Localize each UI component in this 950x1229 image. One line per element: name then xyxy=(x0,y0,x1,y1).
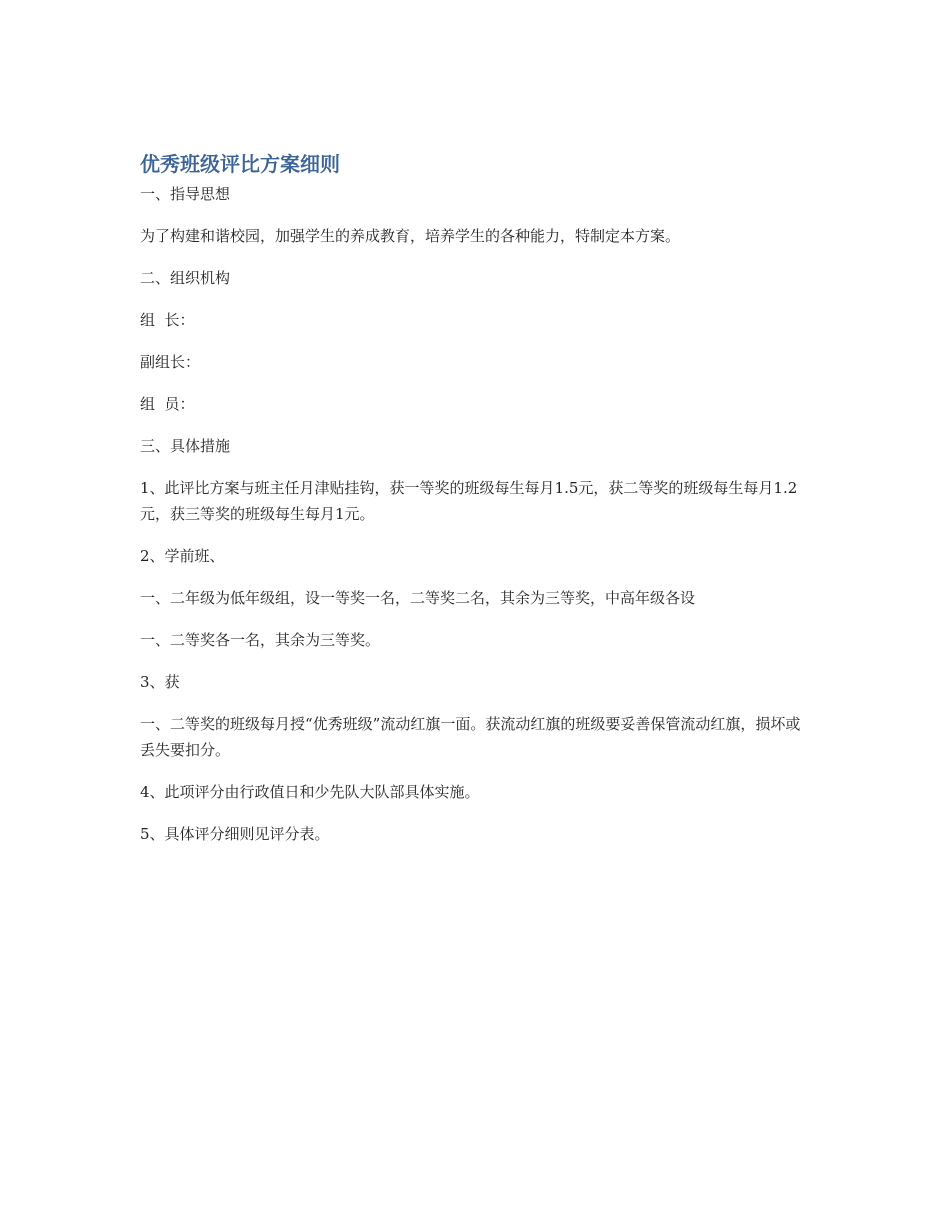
paragraph-item-2-detail: 一、二年级为低年级组，设一等奖一名，二等奖二名，其余为三等奖，中高年级各设 xyxy=(140,589,696,607)
paragraph-item-4: 4、此项评分由行政值日和少先队大队部具体实施。 xyxy=(140,783,480,801)
paragraph-item-5: 5、具体评分细则见评分表。 xyxy=(140,825,330,843)
document-body xyxy=(140,150,810,863)
paragraph-group-leader: 组 长： xyxy=(140,311,195,329)
paragraph-item-2-detail-cont: 一、二等奖各一名，其余为三等奖。 xyxy=(140,631,381,649)
document-title: 优秀班级评比方案细则 xyxy=(140,152,340,176)
paragraph-group-members: 组 员： xyxy=(140,395,195,413)
paragraph-deputy-leader: 副组长： xyxy=(140,353,201,371)
section-heading-organization: 二、组织机构 xyxy=(140,269,231,287)
paragraph-item-3-detail: 一、二等奖的班级每月授“优秀班级”流动红旗一面。获流动红旗的班级要妥善保管流动红旗，损坏或丢失要扣分。 xyxy=(140,715,801,759)
paragraph-item-2: 2、学前班、 xyxy=(140,547,225,565)
section-heading-measures: 三、具体措施 xyxy=(140,437,231,455)
paragraph-purpose: 为了构建和谐校园，加强学生的养成教育，培养学生的各种能力，特制定本方案。 xyxy=(140,227,681,245)
paragraph-item-1: 1、此评比方案与班主任月津贴挂钩，获一等奖的班级每生每月1.5元，获二等奖的班级每生每月1.2元，获三等奖的班级每生每月1元。 xyxy=(140,479,798,523)
paragraph-item-3: 3、获 xyxy=(140,673,180,691)
section-heading-guiding-thought: 一、指导思想 xyxy=(140,185,231,203)
